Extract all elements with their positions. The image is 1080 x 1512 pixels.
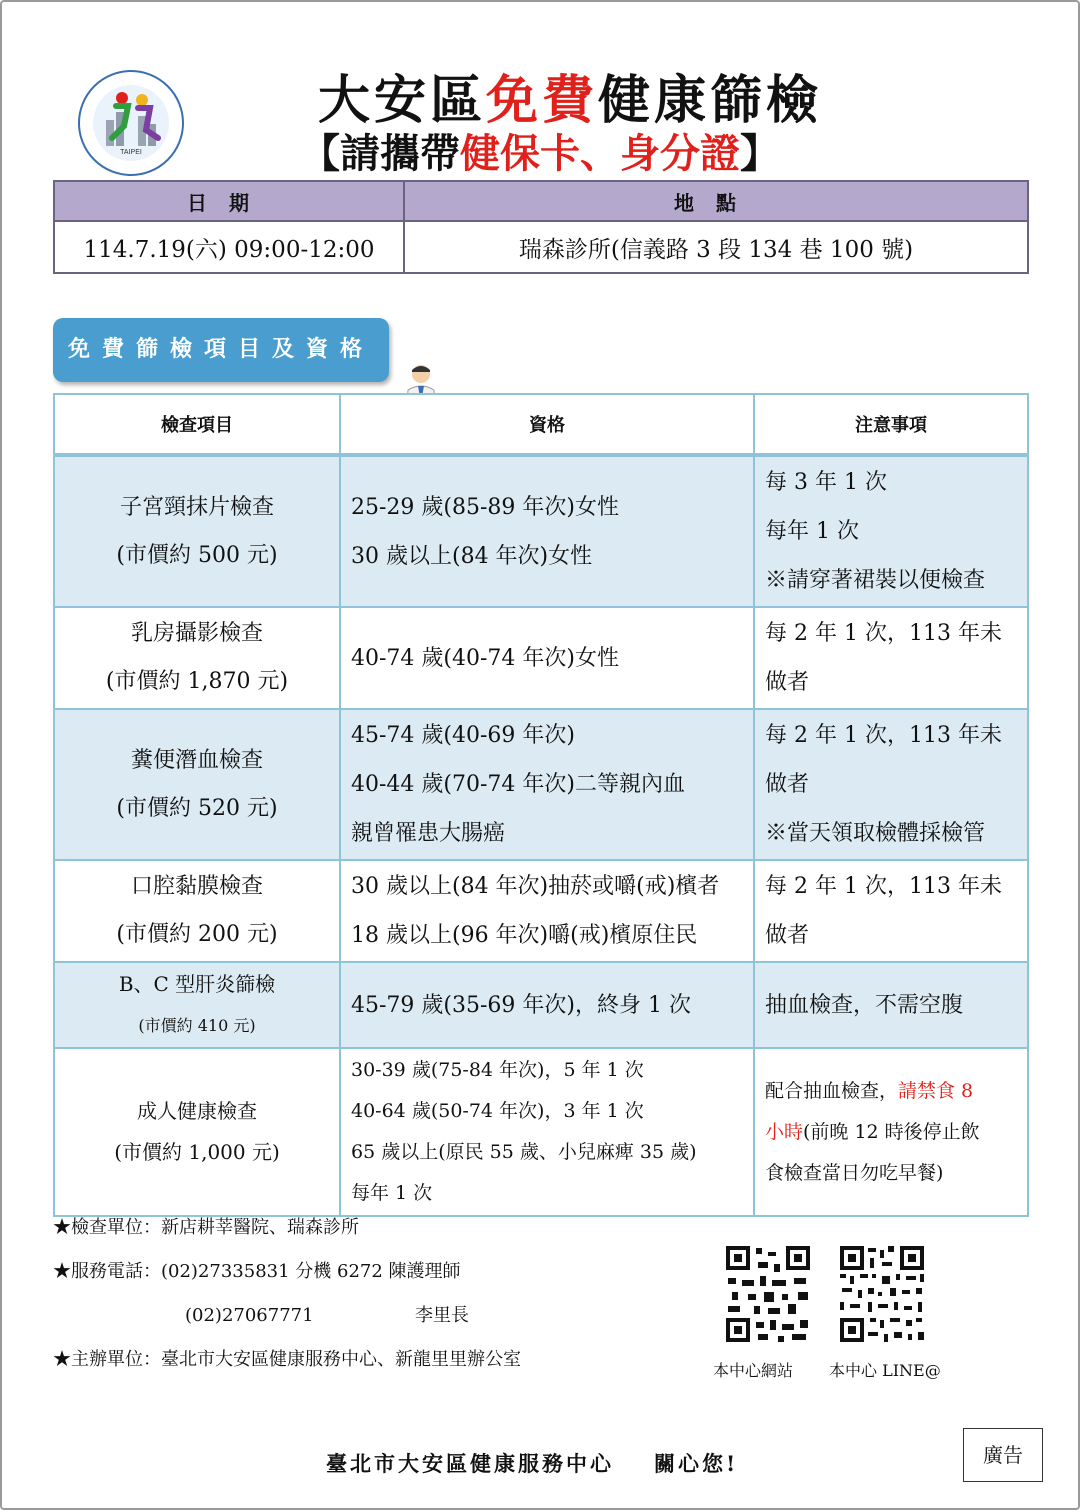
note-line: 做者 — [765, 772, 810, 797]
item-cell — [54, 455, 340, 607]
item-cell — [54, 1048, 340, 1216]
item-name: 糞便潛血檢查 — [130, 747, 263, 773]
qualification-cell — [340, 962, 754, 1048]
qualification-line: 18 歲以上(96 年次)嚼(戒)檳原住民 — [351, 923, 698, 948]
qualification-line: 45-74 歲(40-69 年次) — [351, 723, 575, 748]
note-cell — [754, 962, 1028, 1048]
item-name: 成人健康檢查 — [137, 1099, 257, 1123]
note-cell — [754, 1048, 1028, 1216]
qualification-cell — [340, 709, 754, 860]
table-row — [54, 1048, 1028, 1216]
qualification-line: 30 歲以上(84 年次)女性 — [351, 543, 593, 569]
qualification-line: 40-64 歲(50-74 年次)，3 年 1 次 — [351, 1100, 644, 1122]
qualification-cell — [340, 455, 754, 607]
website-qr-label: 本中心網站 — [713, 1361, 794, 1380]
note-cell — [754, 709, 1028, 860]
header-notes: 注意事項 — [754, 394, 1028, 455]
item-price: (市價約 1,870 元) — [105, 669, 289, 694]
note-line: 每 2 年 1 次，113 年未 — [765, 621, 1002, 646]
inspection-units: ★檢查單位：新店耕莘醫院、瑞森診所 — [53, 1217, 359, 1238]
table-row — [54, 607, 1028, 709]
item-price: (市價約 410 元) — [138, 1016, 256, 1035]
qualification-line: 45-79 歲(35-69 年次)，終身 1 次 — [351, 992, 691, 1018]
date-header: 日期 — [54, 181, 404, 221]
health-center-logo — [76, 68, 186, 178]
note-line: 每 2 年 1 次，113 年未 — [765, 874, 1002, 899]
qualification-line: 40-44 歲(70-74 年次)二等親內血 — [351, 772, 685, 797]
item-cell — [54, 860, 340, 962]
service-phone: ★服務電話：(02)27335831 分機 6272 陳護理師 — [53, 1261, 461, 1282]
note-line: 配合抽血檢查，請禁食 8 — [765, 1079, 974, 1102]
qualification-cell — [340, 607, 754, 709]
page-subtitle: 【請攜帶健保卡、身分證】 — [300, 130, 780, 177]
section-tab: 免費篩檢項目及資格 — [53, 318, 389, 382]
qualification-line: 30-39 歲(75-84 年次)，5 年 1 次 — [351, 1059, 644, 1081]
qualification-line: 親曾罹患大腸癌 — [351, 821, 506, 846]
item-cell — [54, 607, 340, 709]
item-name: 子宮頸抹片檢查 — [119, 494, 274, 520]
table-row — [54, 709, 1028, 860]
page-title: 大安區免費健康篩檢 — [317, 71, 823, 131]
note-line: 小時(前晚 12 時後停止飲 — [765, 1120, 980, 1143]
item-cell — [54, 962, 340, 1048]
qualification-cell — [340, 860, 754, 962]
note-cell — [754, 455, 1028, 607]
item-name: 口腔黏膜檢查 — [130, 874, 263, 899]
item-price: (市價約 520 元) — [116, 795, 278, 821]
note-cell — [754, 607, 1028, 709]
qualification-line: 每年 1 次 — [351, 1182, 433, 1204]
note-cell — [754, 860, 1028, 962]
note-line: 每年 1 次 — [765, 519, 859, 544]
note-line: 每 3 年 1 次 — [765, 470, 887, 495]
item-cell — [54, 709, 340, 860]
qualification-line: 25-29 歲(85-89 年次)女性 — [351, 494, 619, 520]
service-phone-2: (02)27067771 李里長 — [185, 1305, 469, 1326]
closing-message: 臺北市大安區健康服務中心 關心您! — [326, 1451, 739, 1476]
note-line: 食檢查當日勿吃早餐) — [765, 1161, 944, 1184]
table-row — [54, 455, 1028, 607]
qualification-line: 40-74 歲(40-74 年次)女性 — [351, 645, 619, 671]
note-line: 做者 — [765, 923, 810, 948]
note-line: 做者 — [765, 670, 810, 695]
note-line: 抽血檢查，不需空腹 — [765, 992, 964, 1018]
table-row — [54, 962, 1028, 1048]
qualification-line: 65 歲以上(原民 55 歲、小兒麻痺 35 歲) — [351, 1141, 697, 1163]
header-qualification: 資格 — [340, 394, 754, 455]
event-date: 114.7.19(六) 09:00-12:00 — [54, 221, 404, 273]
qualification-cell — [340, 1048, 754, 1216]
website-qr-code[interactable] — [724, 1244, 812, 1344]
line-qr-label: 本中心 LINE@ — [829, 1361, 941, 1380]
qualification-line: 30 歲以上(84 年次)抽菸或嚼(戒)檳者 — [351, 874, 720, 899]
svg-text:TAIPEI: TAIPEI — [120, 149, 142, 156]
organizer: ★主辦單位：臺北市大安區健康服務中心、新龍里里辦公室 — [53, 1349, 521, 1370]
line-qr-code[interactable] — [838, 1244, 926, 1344]
note-line: 每 2 年 1 次，113 年未 — [765, 723, 1002, 748]
item-price: (市價約 200 元) — [116, 922, 278, 947]
ad-label: 廣告 — [963, 1428, 1043, 1482]
header-item: 檢查項目 — [54, 394, 340, 455]
note-line: ※當天領取檢體採檢管 — [765, 821, 986, 846]
event-location: 瑞森診所(信義路 3 段 134 巷 100 號) — [404, 221, 1028, 273]
note-line: ※請穿著裙裝以便檢查 — [765, 568, 986, 593]
item-name: B、C 型肝炎篩檢 — [118, 972, 276, 996]
table-row — [54, 860, 1028, 962]
screening-table — [53, 393, 1029, 1217]
location-header: 地點 — [404, 181, 1028, 221]
item-price: (市價約 1,000 元) — [114, 1140, 280, 1164]
item-price: (市價約 500 元) — [116, 542, 278, 568]
item-name: 乳房攝影檢查 — [130, 621, 263, 646]
event-info-table — [53, 180, 1029, 274]
footer-info — [53, 1212, 693, 1388]
